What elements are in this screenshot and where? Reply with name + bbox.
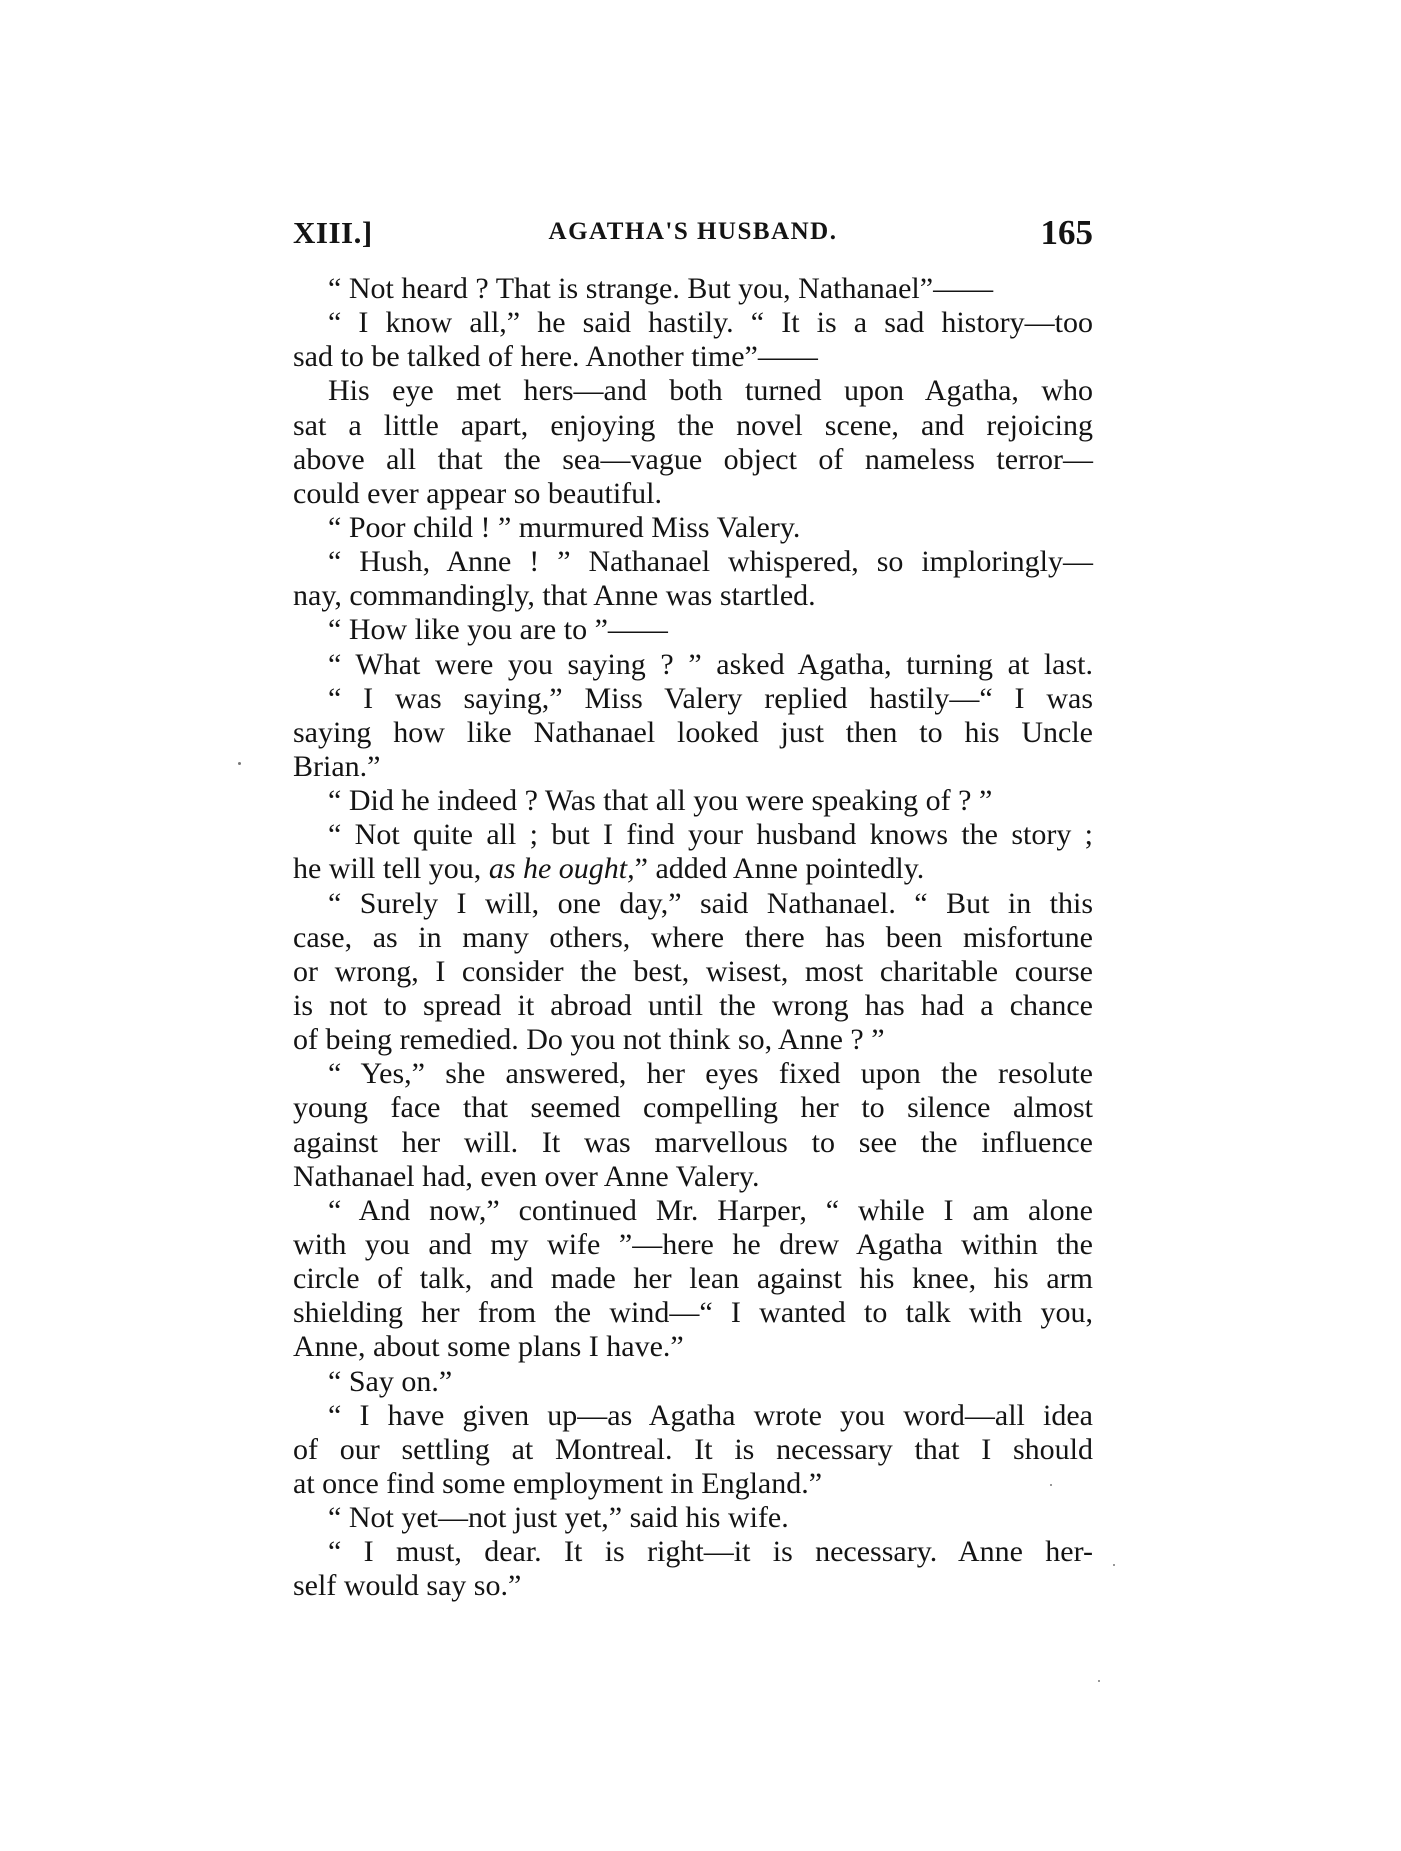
text-line: “ Not yet—not just yet,” said his wife. [328, 1501, 789, 1535]
text-line: could ever appear so beautiful. [293, 476, 663, 510]
text-line: circle of talk, and made her lean against his knee, his arm [293, 1262, 1093, 1296]
text-line: against her will. It was marvellous to see the influence [293, 1125, 1093, 1159]
text-line: “ Yes,” she answered, her eyes fixed upon the resolute [328, 1057, 1093, 1091]
italic-phrase: as he ought, [488, 852, 635, 886]
text-segment: he will tell you, [293, 852, 489, 886]
text-line: “ Say on.” [328, 1364, 453, 1398]
text-line: “ How like you are to ”—— [328, 613, 668, 647]
text-line: nay, commandingly, that Anne was startled. [293, 579, 816, 613]
text-line: “ I have given up—as Agatha wrote you word—all idea [328, 1398, 1093, 1432]
text-line: with you and my wife ”—here he drew Agatha within the [293, 1227, 1093, 1261]
text-line: above all that the sea—vague object of nameless terror— [293, 442, 1093, 476]
text-line: case, as in many others, where there has been misfortune [293, 920, 1093, 954]
text-line: Brian.” [293, 749, 381, 783]
paper-speck [1098, 1680, 1100, 1682]
text-line: “ Not quite all ; but I find your husband knows the story ; [328, 818, 1093, 852]
text-line: young face that seemed compelling her to silence almost [293, 1091, 1093, 1125]
chapter-number: XIII.] [293, 215, 373, 250]
running-head [293, 215, 1093, 259]
text-line: shielding her from the wind—“ I wanted to talk with you, [293, 1296, 1093, 1330]
paper-speck [238, 762, 241, 765]
text-line: saying how like Nathanael looked just then to his Uncle [293, 715, 1093, 749]
text-line: sat a little apart, enjoying the novel scene, and rejoicing [293, 408, 1093, 442]
running-title: AGATHA'S HUSBAND. [548, 218, 838, 245]
text-line: Anne, about some plans I have.” [293, 1330, 684, 1364]
text-line: is not to spread it abroad until the wrong has had a chance [293, 988, 1093, 1022]
page-number: 165 [1040, 213, 1093, 252]
text-segment: ” added Anne pointedly. [634, 852, 925, 886]
paper-speck [1050, 1484, 1052, 1486]
text-line: at once find some employment in England.” [293, 1466, 823, 1500]
text-line: or wrong, I consider the best, wisest, most charitable course [293, 954, 1093, 988]
text-line: “ Did he indeed ? Was that all you were speaking of ? ” [328, 784, 993, 818]
text-line: “ I know all,” he said hastily. “ It is a sad history—too [328, 306, 1093, 340]
text-line: His eye met hers—and both turned upon Agatha, who [328, 374, 1093, 408]
text-line: sad to be talked of here. Another time”—— [293, 340, 818, 374]
paper-speck [1113, 1564, 1115, 1566]
text-line: “ Not heard ? That is strange. But you, Nathanael”—— [328, 272, 994, 305]
text-line: self would say so.” [293, 1569, 522, 1603]
text-line: “ Poor child ! ” murmured Miss Valery. [328, 510, 801, 544]
text-line: “ Hush, Anne ! ” Nathanael whispered, so imploringly— [328, 545, 1093, 579]
text-line: of our settling at Montreal. It is necessary that I should [293, 1432, 1093, 1466]
body-text [293, 272, 1093, 1603]
text-line: of being remedied. Do you not think so, Anne ? ” [293, 1023, 885, 1057]
text-line: “ Surely I will, one day,” said Nathanael. “ But in this [328, 886, 1093, 920]
text-line: “ I was saying,” Miss Valery replied hastily—“ I was [328, 681, 1093, 715]
text-line: “ I must, dear. It is right—it is necessary. Anne her- [328, 1535, 1093, 1569]
text-line: Nathanael had, even over Anne Valery. [293, 1159, 760, 1193]
text-line: “ And now,” continued Mr. Harper, “ while I am alone [328, 1193, 1093, 1227]
text-line [293, 852, 1093, 886]
text-line: “ What were you saying ? ” asked Agatha, turning at last. [328, 647, 1093, 681]
